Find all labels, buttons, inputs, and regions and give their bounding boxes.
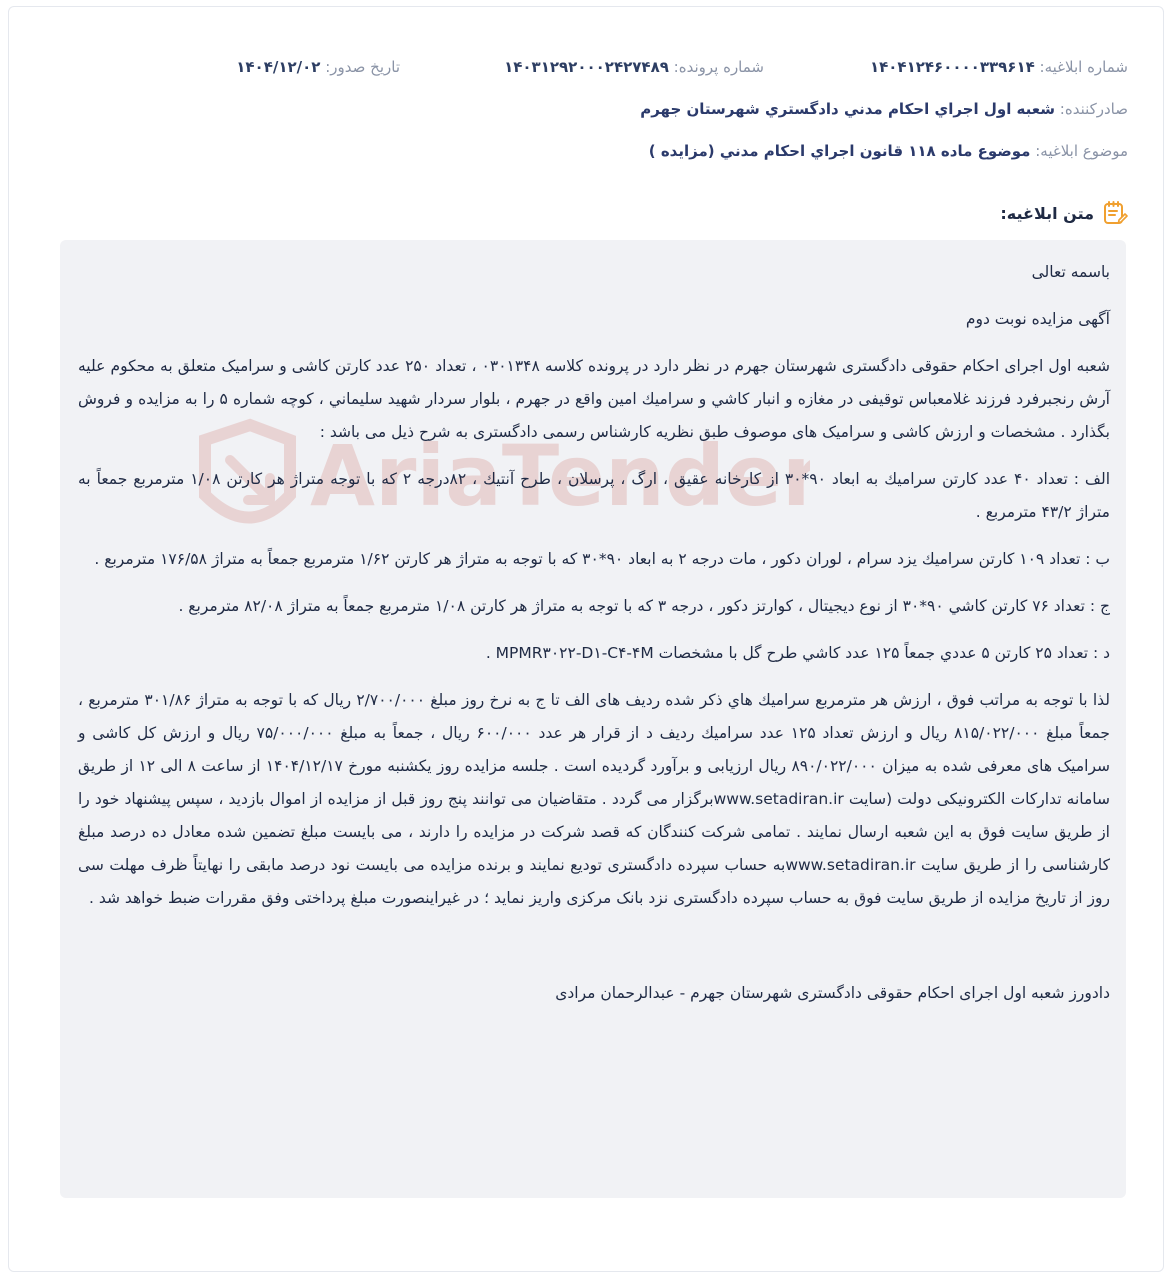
meta-row-subject — [0, 142, 1174, 172]
issue-date-value: ۱۴۰۴/۱۲/۰۲ — [236, 58, 321, 76]
subject — [649, 142, 1128, 160]
meta-row-issuer — [0, 100, 1174, 130]
body-paragraph: آگهی مزایده نوبت دوم — [965, 310, 1110, 328]
notice-number-value: ۱۴۰۴۱۲۴۶۰۰۰۰۳۳۹۶۱۴ — [869, 58, 1035, 76]
issuer-label: صادرکننده: — [1059, 100, 1128, 118]
case-number-label: شماره پرونده: — [673, 58, 764, 76]
meta-row-numbers — [0, 58, 1174, 88]
body-paragraph: د : تعداد ۲۵ کارتن ۵ عددي جمعاً ۱۲۵ عدد كاشي طرح گل با مشخصات MPMR۳۰۲۲-D۱-C۴-۴M . — [485, 644, 1110, 662]
body-paragraph: لذا با توجه به مراتب فوق ، ارزش هر مترمربع سراميك هاي ذكر شده رديف های الف تا ج به نرخ روز مبلغ ۲/۷۰۰/۰۰۰ ريال كه با توجه به متراژ ۳۰۱/۸۶ مترمربع ، جمعاً مبلغ ۸۱۵/۰۲۲/۰۰۰ ريال و ارزش تعداد ۱۲۵ عدد سراميك رديف د از قرار هر عدد ۶۰۰/۰۰۰ ريال ، جمعاً به مبلغ ۷۵/۰۰۰/۰۰۰ ريال و ارزش کل کاشی و سرامیک های معرفی شده به میزان ۸۹۰/۰۲۲/۰۰۰ ریال ارزیابی و برآورد گردیده است . جلسه مزایده روز یکشنبه مورخ ۱۴۰۴/۱۲/۱۷ از ساعت ۸ الی ۱۲ از طریق سامانه تدارکات الکترونیکی دولت (سایت www.setadiran.irبرگزار می گردد . متقاضیان می توانند پنج روز قبل از مزایده از اموال بازدید ، سپس پیشنهاد خود را از طریق سایت فوق به این شعبه ارسال نمایند . تمامی شرکت کنندگان که قصد شرکت در مزایده را دارند ، می بایست مبلغ تضمین شده معادل ده درصد مبلغ کارشناسی را از طریق سایت www.setadiran.irبه حساب سپرده دادگستری تودیع نمایند و برنده مزایده می بایست نود درصد مابقی را نهایتاً ظرف مهلت سی روز از تاریخ مزایده از طریق سایت فوق به حساب سپرده دادگستری نزد بانک مرکزی واریز نماید ؛ در غیراینصورت مبلغ پرداختی وفق مقررات ضبط خواهد شد . — [78, 691, 1111, 907]
body-paragraph: شعبه اول اجرای احکام حقوقی دادگستری شهرستان جهرم در نظر دارد در پرونده کلاسه ۰۳۰۱۳۴۸ ، تعداد ۲۵۰ عدد کارتن کاشی و سرامیک متعلق به محکوم علیه آرش رنجبرفرد فرزند غلامعباس توقیفی در مغازه و انبار کاشي و سراميك امين واقع در جهرم ، بلوار سردار شهيد سليماني ، كوچه شماره ۵ را به مزایده و فروش بگذارد . مشخصات و ارزش کاشی و سرامیک های موصوف طبق نظریه کارشناس رسمی دادگستری به شرح ذیل می باشد : — [78, 357, 1111, 441]
issue-date — [236, 58, 400, 76]
body-paragraph: ب : تعداد ۱۰۹ کارتن سراميك يزد سرام ، لوران دكور ، مات درجه ۲ به ابعاد ۹۰*۳۰ که با توجه به متراژ هر کارتن ۱/۶۲ مترمربع جمعاً به متراژ ۱۷۶/۵۸ مترمربع . — [94, 550, 1110, 568]
document-edit-icon — [1102, 200, 1128, 226]
signature-line: دادورز شعبه اول اجرای احکام حقوقی دادگستری شهرستان جهرم - عبدالرحمان مرادی — [555, 984, 1110, 1002]
subject-label: موضوع ابلاغیه: — [1035, 142, 1128, 160]
issuer — [640, 100, 1128, 118]
notice-number-label: شماره ابلاغیه: — [1039, 58, 1128, 76]
body-paragraph: ج : تعداد ۷۶ کارتن كاشي ۹۰*۳۰ از نوع ديجيتال ، كوارتز دكور ، درجه ۳ که با توجه به متراژ هر کارتن ۱/۰۸ مترمربع جمعاً به متراژ ۸۲/۰۸ مترمربع . — [178, 597, 1110, 615]
section-title: متن ابلاغیه: — [1000, 203, 1094, 223]
subject-value: موضوع ماده ۱۱۸ قانون اجراي احكام مدني (مزايده ) — [648, 142, 1031, 160]
case-number-value: ۱۴۰۳۱۲۹۲۰۰۰۲۴۲۷۴۸۹ — [504, 58, 669, 76]
notice-body-text — [78, 256, 1110, 1024]
issuer-value: شعبه اول اجراي احكام مدني دادگستري شهرستان جهرم — [640, 100, 1055, 118]
notice-number — [870, 58, 1128, 76]
body-paragraph: باسمه تعالی — [1031, 263, 1110, 281]
notice-text-header — [1000, 198, 1128, 228]
body-paragraph: الف : تعداد ۴۰ عدد کارتن سراميك به ابعاد ۹۰*۳۰ از کارخانه عقيق ، ارگ ، پرسلان ، طرح آنتيك ، ۸۲درجه ۲ كه با توجه متراژ هر کارتن ۱/۰۸ مترمربع جمعاً به متراژ ۴۳/۲ مترمربع . — [78, 470, 1110, 521]
case-number — [504, 58, 764, 76]
issue-date-label: تاریخ صدور: — [325, 58, 400, 76]
